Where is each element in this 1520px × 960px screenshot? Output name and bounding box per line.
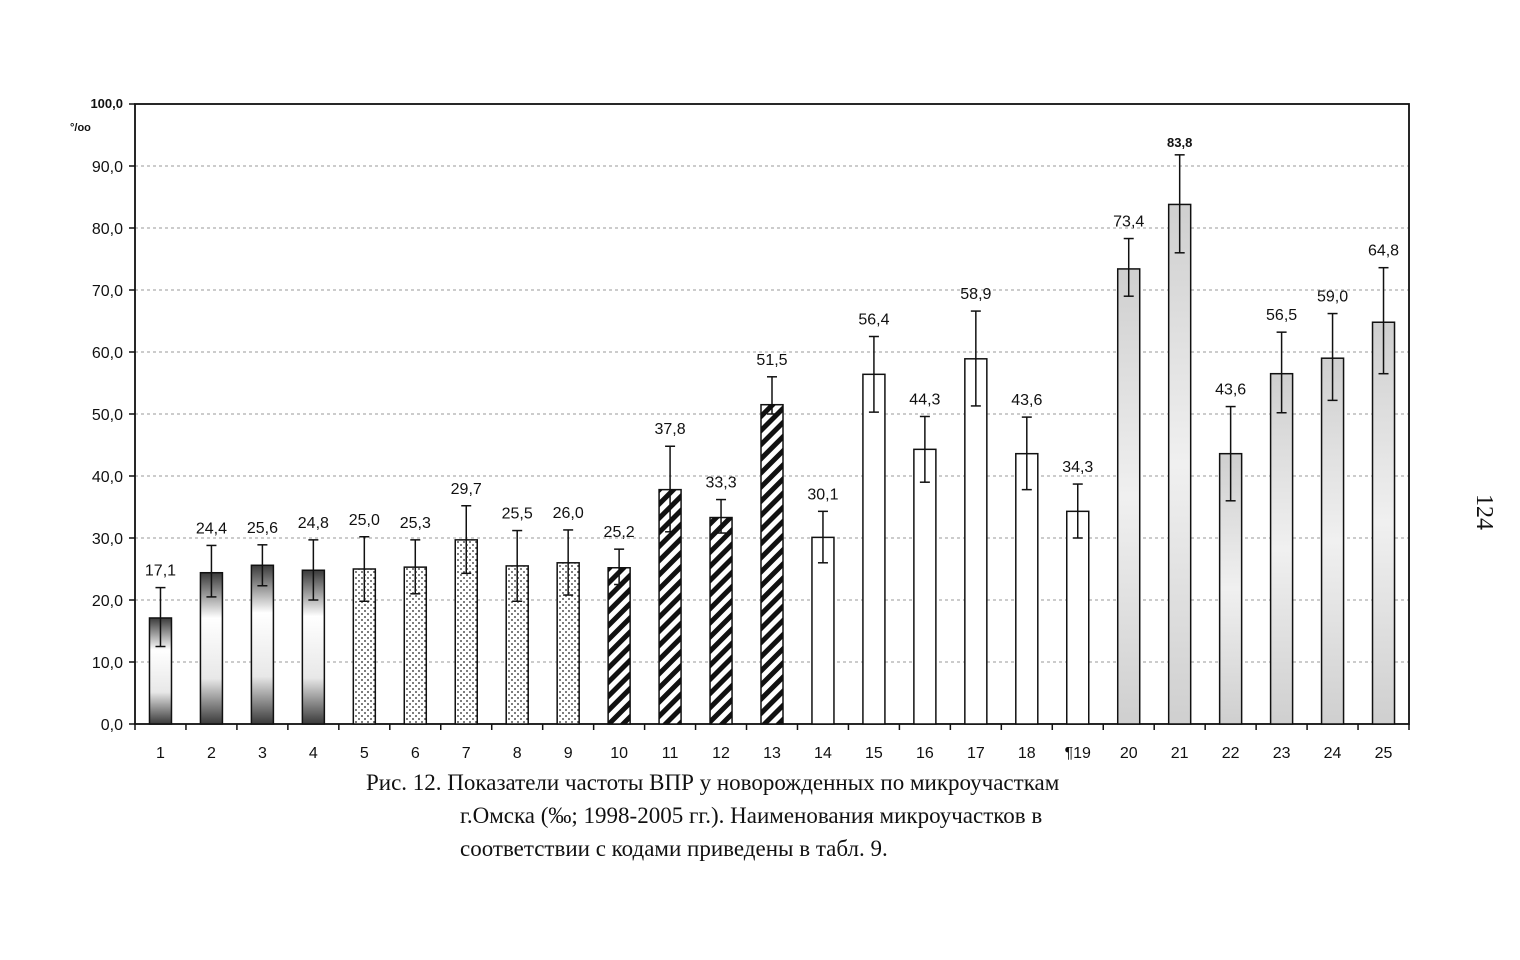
data-label-9: 26,0 — [552, 504, 584, 522]
x-tick-label-17: 17 — [966, 745, 985, 762]
y-tick-label: 10,0 — [91, 655, 123, 672]
y-tick-label: 70,0 — [91, 283, 123, 300]
bar-14 — [812, 537, 834, 724]
data-label-12: 33,3 — [705, 474, 737, 492]
x-tick-label-6: 6 — [410, 745, 420, 762]
y-tick-label: 30,0 — [91, 531, 123, 548]
bar-13 — [761, 405, 783, 724]
bars — [149, 204, 1394, 724]
bar-18 — [1016, 454, 1038, 724]
bar-10 — [608, 568, 630, 724]
data-label-1: 17,1 — [144, 562, 177, 580]
bar-12 — [710, 518, 732, 724]
y-tick-label: 100,0 — [90, 96, 123, 111]
x-tick-label-18: 18 — [1017, 745, 1036, 762]
data-label-14: 30,1 — [807, 486, 839, 504]
bar-15 — [863, 374, 885, 724]
x-tick-label-8: 8 — [512, 745, 522, 762]
data-label-4: 24,8 — [297, 514, 329, 532]
x-tick-label-24: 24 — [1323, 745, 1342, 762]
data-label-23: 56,5 — [1266, 307, 1298, 325]
data-label-24: 59,0 — [1316, 288, 1349, 306]
data-label-11: 37,8 — [654, 421, 686, 439]
x-tick-label-23: 23 — [1272, 745, 1291, 762]
bar-23 — [1271, 374, 1293, 724]
x-tick-label-10: 10 — [610, 745, 629, 762]
y-tick-label: 90,0 — [91, 159, 123, 176]
bar-21 — [1169, 204, 1191, 724]
data-label-22: 43,6 — [1215, 381, 1247, 399]
x-tick-label-4: 4 — [308, 745, 318, 762]
bar-24 — [1322, 358, 1344, 724]
x-tick-label-5: 5 — [359, 745, 369, 762]
caption-line-2: г.Омска (‰; 1998-2005 гг.). Наименования микроучастков в — [460, 803, 1043, 828]
x-tick-label-25: 25 — [1374, 745, 1393, 762]
x-tick-label-2: 2 — [206, 745, 216, 762]
x-tick-label-15: 15 — [865, 745, 883, 762]
x-tick-label-19: ¶19 — [1064, 745, 1091, 762]
data-label-2: 24,4 — [195, 520, 228, 538]
data-label-17: 58,9 — [960, 286, 992, 304]
x-tick-label-20: 20 — [1119, 745, 1138, 762]
x-tick-label-3: 3 — [257, 745, 267, 762]
y-tick-label: 50,0 — [91, 407, 123, 424]
caption-line-1: Рис. 12. Показатели частоты ВПР у новорожденных по микроучасткам — [366, 770, 1060, 795]
y-tick-label: 40,0 — [91, 469, 123, 486]
data-label-15: 56,4 — [858, 311, 890, 329]
x-tick-label-9: 9 — [563, 745, 573, 762]
data-label-10: 25,2 — [603, 524, 635, 542]
data-label-19: 34,3 — [1062, 459, 1094, 477]
x-tick-label-1: 1 — [156, 745, 165, 762]
x-tick-label-14: 14 — [814, 745, 832, 762]
data-label-18: 43,6 — [1011, 392, 1043, 410]
page-number: 124 — [1471, 494, 1497, 530]
x-tick-label-11: 11 — [661, 745, 679, 762]
x-tick-label-13: 13 — [763, 745, 781, 762]
data-label-20: 73,4 — [1113, 213, 1145, 231]
x-tick-label-12: 12 — [712, 745, 730, 762]
bar-20 — [1118, 269, 1140, 724]
x-tick-label-16: 16 — [915, 745, 934, 762]
bar-17 — [965, 359, 987, 724]
bar-3 — [251, 565, 273, 724]
y-tick-label: 80,0 — [91, 221, 123, 238]
data-label-8: 25,5 — [501, 505, 533, 523]
bar-16 — [914, 449, 936, 724]
data-label-21: 83,8 — [1167, 134, 1193, 150]
y-tick-label: 60,0 — [91, 345, 123, 362]
bar-25 — [1373, 322, 1395, 724]
x-tick-label-21: 21 — [1170, 745, 1189, 762]
caption-line-3: соответствии с кодами приведены в табл. 9. — [460, 836, 888, 861]
y-unit-label: °/oo — [70, 122, 91, 134]
data-label-3: 25,6 — [246, 519, 278, 537]
data-label-16: 44,3 — [909, 391, 941, 409]
data-label-13: 51,5 — [756, 351, 788, 369]
data-label-5: 25,0 — [348, 511, 380, 529]
x-tick-label-22: 22 — [1221, 745, 1240, 762]
bar-19 — [1067, 511, 1089, 724]
y-tick-label: 0,0 — [100, 717, 123, 734]
data-label-25: 64,8 — [1367, 242, 1400, 260]
data-label-7: 29,7 — [450, 480, 482, 498]
data-label-6: 25,3 — [399, 514, 431, 532]
y-tick-label: 20,0 — [91, 593, 123, 610]
x-tick-label-7: 7 — [461, 745, 471, 762]
